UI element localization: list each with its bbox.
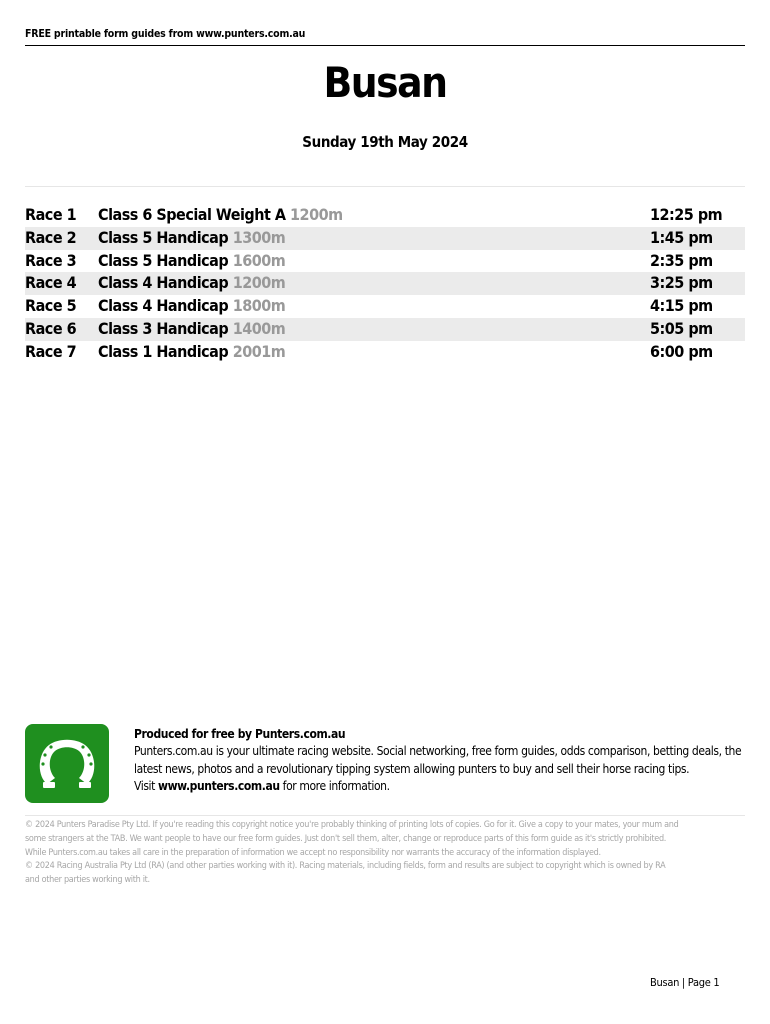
copyright-notice bbox=[25, 819, 745, 888]
race-distance: 1200m bbox=[290, 205, 343, 224]
race-distance: 1300m bbox=[232, 227, 286, 247]
race-class bbox=[98, 204, 343, 227]
legal-line: © 2024 Racing Australia Pty Ltd (RA) (and other parties working with it). Racing materials, including fields, form and results are subject to copyright which is owned by RA bbox=[25, 861, 666, 872]
race-number: Race 6 bbox=[25, 318, 77, 338]
race-time: 1:45 pm bbox=[650, 227, 713, 247]
punters-link[interactable]: www.punters.com.au bbox=[158, 778, 280, 793]
divider bbox=[25, 815, 745, 816]
race-class bbox=[98, 318, 285, 341]
race-time: 6:00 pm bbox=[650, 341, 713, 361]
race-class bbox=[98, 295, 285, 318]
visit-suffix: for more information. bbox=[279, 778, 390, 793]
divider bbox=[25, 186, 745, 187]
race-distance: 1200m bbox=[232, 273, 286, 293]
race-class bbox=[98, 341, 285, 364]
visit-prefix: Visit bbox=[134, 778, 159, 793]
race-number: Race 1 bbox=[25, 205, 77, 224]
race-class-label: Class 1 Handicap bbox=[98, 341, 229, 361]
race-class-label: Class 4 Handicap bbox=[98, 273, 229, 293]
race-time: 3:25 pm bbox=[650, 273, 713, 293]
race-number: Race 7 bbox=[25, 341, 77, 361]
page-number: Busan | Page 1 bbox=[650, 976, 720, 989]
race-row bbox=[25, 272, 745, 295]
race-time: 5:05 pm bbox=[650, 318, 713, 338]
race-row bbox=[25, 295, 745, 318]
race-number: Race 5 bbox=[25, 296, 77, 316]
race-time: 12:25 pm bbox=[650, 205, 723, 224]
promo-heading: Produced for free by Punters.com.au bbox=[134, 727, 346, 741]
race-class-label: Class 3 Handicap bbox=[98, 318, 229, 338]
race-class bbox=[98, 272, 285, 295]
promo-text: latest news, photos and a revolutionary tipping system allowing punters to buy and sell their horse racing tips. bbox=[134, 761, 690, 776]
horseshoe-icon bbox=[25, 724, 109, 803]
promo-text: Punters.com.au is your ultimate racing website. Social networking, free form guides, odds comparison, betting deals, the bbox=[134, 744, 742, 759]
legal-line: and other parties working with it. bbox=[25, 875, 150, 886]
race-distance: 1600m bbox=[232, 250, 286, 270]
promo-visit bbox=[134, 778, 746, 795]
meeting-date: Sunday 19th May 2024 bbox=[302, 133, 468, 151]
promo-block bbox=[134, 726, 746, 795]
race-class-label: Class 5 Handicap bbox=[98, 250, 229, 270]
top-banner: FREE printable form guides from www.punters.com.au bbox=[25, 28, 745, 46]
race-class-label: Class 5 Handicap bbox=[98, 227, 229, 247]
race-number: Race 3 bbox=[25, 250, 77, 270]
race-distance: 2001m bbox=[232, 341, 286, 361]
race-row bbox=[25, 204, 745, 227]
race-row bbox=[25, 250, 745, 273]
page-title: Busan bbox=[323, 58, 447, 107]
race-number: Race 4 bbox=[25, 273, 77, 293]
legal-line: While Punters.com.au takes all care in the preparation of information we accept no responsibility nor warrants the accuracy of the information displayed. bbox=[25, 847, 601, 858]
race-distance: 1400m bbox=[232, 318, 286, 338]
race-time: 4:15 pm bbox=[650, 296, 713, 316]
legal-line: some strangers at the TAB. We want people to have our free form guides. Just don't sell them, alter, change or reproduce parts of this form guide as it's strictly prohibited. bbox=[25, 833, 667, 844]
legal-line: © 2024 Punters Paradise Pty Ltd. If you're reading this copyright notice you're probably thinking of printing lots of copies. Go for it. Give a copy to your mates, your mum and bbox=[25, 820, 679, 830]
race-time: 2:35 pm bbox=[650, 250, 713, 270]
race-class bbox=[98, 227, 285, 250]
race-number: Race 2 bbox=[25, 227, 77, 247]
race-class-label: Class 6 Special Weight A bbox=[98, 205, 286, 224]
race-row bbox=[25, 227, 745, 250]
race-list bbox=[25, 204, 745, 364]
race-row bbox=[25, 318, 745, 341]
race-class bbox=[98, 250, 285, 273]
race-row bbox=[25, 341, 745, 364]
race-distance: 1800m bbox=[232, 296, 286, 316]
race-class-label: Class 4 Handicap bbox=[98, 296, 229, 316]
punters-logo bbox=[25, 724, 109, 803]
